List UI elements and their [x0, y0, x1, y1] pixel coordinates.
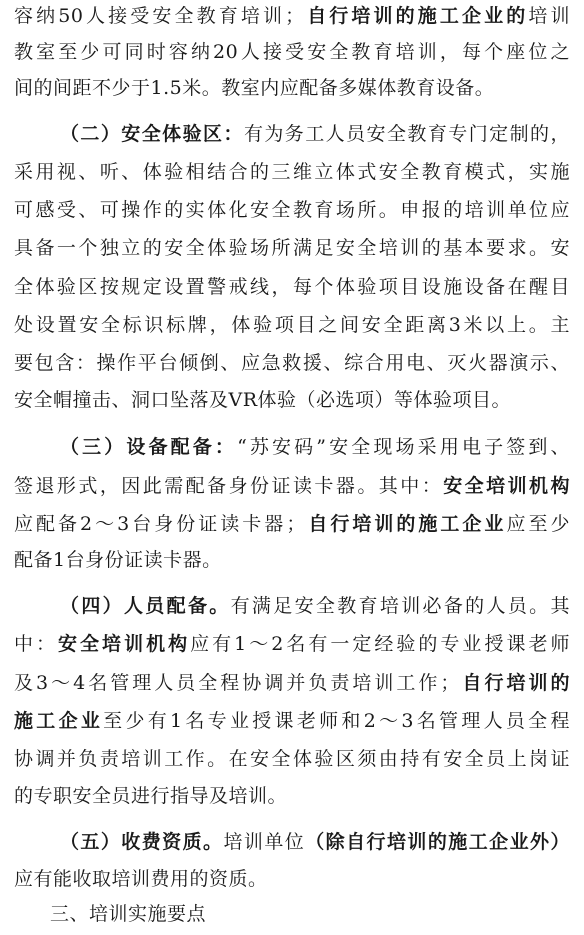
text-line: [14, 306, 570, 344]
text-segment: 配备1台身份证读卡器。: [14, 549, 222, 571]
text-segment: 应有1～2名有一定经验的专业授课老师: [190, 633, 570, 655]
text-segment: 有为务工人员安全教育专门定制的，: [243, 123, 570, 145]
text-line: [14, 777, 570, 815]
text-segment: 间的间距不少于1.5米。教室内应配备多媒体教育设备。: [14, 77, 495, 99]
bold-segment: （除自行培训的施工企业外）: [305, 831, 570, 853]
text-line: [14, 229, 570, 267]
section-heading: 三、培训实施要点: [50, 903, 207, 925]
text-segment: 可感受、可操作的实体化安全教育场所。申报的培训单位应: [14, 199, 570, 221]
text-line: [14, 505, 570, 543]
bold-segment: 自行培训的施工企业: [305, 513, 507, 535]
text-segment: 处设置安全标识标牌，体验项目之间安全距离3米以上。主: [14, 314, 570, 336]
text-line: [14, 0, 570, 35]
text-line: [14, 740, 570, 778]
text-segment: 至少有1名专业授课老师和2～3名管理人员全程: [103, 710, 570, 732]
text-line: [14, 153, 570, 191]
text-segment: 应有能收取培训费用的资质。: [14, 868, 268, 890]
text-segment: 的专职安全员进行指导及培训。: [14, 785, 288, 807]
text-segment: 培训单位: [223, 831, 306, 853]
text-segment: “苏安码”安全现场采用电子签到、: [237, 436, 570, 458]
text-segment: 签退形式，因此需配备身份证读卡器。其中：: [14, 475, 444, 497]
text-line: [60, 115, 570, 153]
text-line: [14, 191, 570, 229]
text-line: [14, 541, 570, 579]
subsection-title: （五）收费资质。: [60, 831, 224, 853]
bold-segment: 自行培训的: [459, 672, 570, 694]
bold-segment: 安全培训机构: [58, 633, 191, 655]
bold-segment: 施工企业: [14, 710, 104, 732]
bold-segment: 自行培训的施工企业的: [304, 5, 529, 27]
text-segment: 具备一个独立的安全体验场所满足安全培训的基本要求。安: [14, 237, 570, 259]
text-line: [14, 467, 570, 505]
subsection-title: （四）人员配备。: [60, 595, 231, 617]
text-segment: 容纳50人接受安全教育培训；: [14, 5, 305, 27]
subsection-title: （三）设备配备：: [60, 436, 238, 458]
text-line: [60, 823, 570, 861]
text-segment: 采用视、听、体验相结合的三维立体式安全教育模式，实施: [14, 161, 570, 183]
text-line: [60, 587, 570, 625]
bold-segment: 安全培训机构: [443, 475, 570, 497]
text-segment: 应至少: [506, 513, 570, 535]
text-segment: 教室至少可同时容纳20人接受安全教育培训，每个座位之: [14, 41, 570, 63]
text-segment: 要包含：操作平台倾倒、应急救援、综合用电、灭火器演示、: [14, 352, 570, 374]
text-segment: 应配备2～3台身份证读卡器；: [14, 513, 306, 535]
text-line: [14, 860, 570, 898]
text-segment: 培训: [528, 5, 570, 27]
text-segment: 中：: [14, 633, 59, 655]
text-line: [14, 702, 570, 740]
text-line: [14, 664, 570, 702]
text-line: [60, 428, 570, 466]
text-line: [14, 268, 570, 306]
subsection-title: （二）安全体验区：: [60, 123, 244, 145]
text-segment: 全体验区按规定设置警戒线，每个体验项目设施设备在醒目: [14, 276, 570, 298]
text-line: [14, 381, 570, 419]
text-segment: 安全帽撞击、洞口坠落及VR体验（必选项）等体验项目。: [14, 389, 512, 411]
text-line: [14, 625, 570, 663]
text-segment: 及3～4名管理人员全程协调并负责培训工作；: [14, 672, 460, 694]
text-segment: 协调并负责培训工作。在安全体验区须由持有安全员上岗证: [14, 748, 570, 770]
text-segment: 有满足安全教育培训必备的人员。其: [230, 595, 570, 617]
text-line: [14, 69, 570, 107]
text-line: [14, 33, 570, 71]
text-line: [14, 344, 570, 382]
